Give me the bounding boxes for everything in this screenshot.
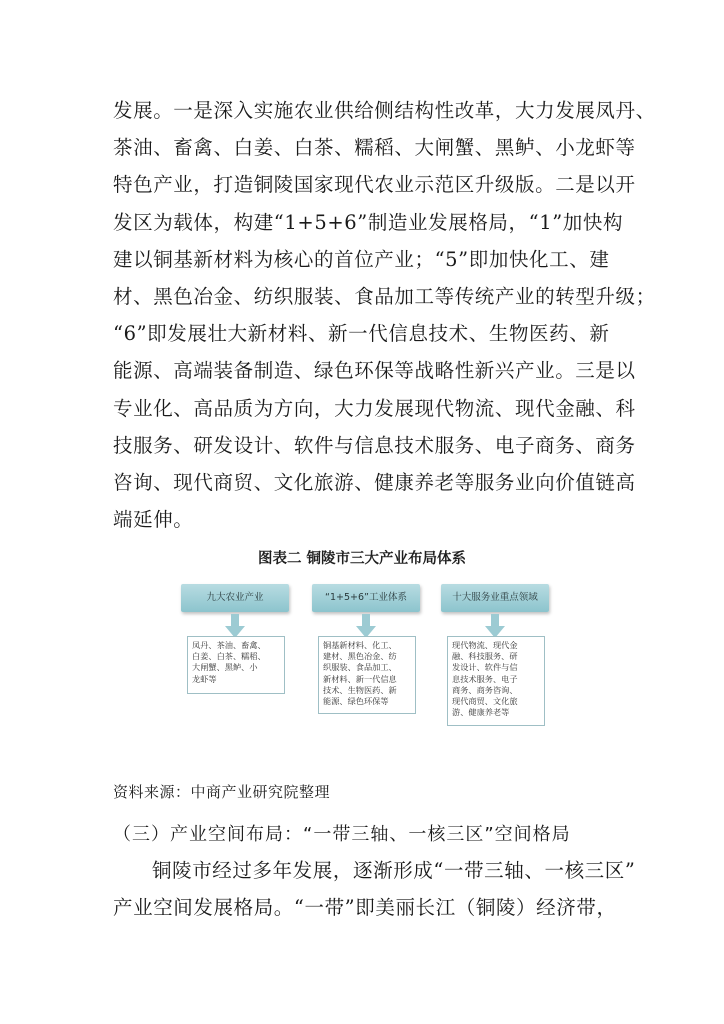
category-box-industry: “1+5+6”工业体系 (312, 584, 420, 612)
detail-line: 现代物流、现代金 (452, 640, 518, 650)
detail-line: 大闸蟹、黑鲈、小 (192, 662, 258, 673)
text-line: 茶油、畜禽、白姜、白茶、糯稻、大闸蟹、黑鲈、小龙虾等 (113, 136, 636, 160)
detail-line: 能源、绿色环保等 (323, 696, 389, 707)
detail-box-agriculture (187, 636, 285, 694)
text-line: 建以铜基新材料为核心的首位产业；“5”即加快化工、建 (113, 247, 610, 271)
detail-line: 发设计、软件与信 (452, 662, 518, 673)
detail-line: 融、科技服务、研 (452, 651, 518, 662)
category-box-agriculture: 九大农业产业 (181, 584, 289, 612)
body-paragraph-1 (113, 92, 656, 538)
text-line: 端延伸。 (113, 508, 194, 532)
text-line: 技服务、研发设计、软件与信息技术服务、电子商务、商务 (113, 433, 636, 457)
down-arrow-icon (225, 614, 245, 638)
detail-box-industry (318, 636, 416, 714)
source-note: 资料来源：中商产业研究院整理 (113, 783, 331, 801)
down-arrow-icon (356, 614, 376, 638)
text-line: 能源、高端装备制造、绿色环保等战略性新兴产业。三是以 (113, 359, 636, 383)
detail-box-services (447, 636, 545, 726)
text-line: 产业空间发展格局。“一带”即美丽长江（铜陵）经济带， (113, 896, 617, 919)
text-line: 发展。一是深入实施农业供给侧结构性改革，大力发展凤丹、 (113, 99, 656, 122)
text-line: 专业化、高品质为方向，大力发展现代物流、现代金融、科 (113, 396, 636, 420)
section-heading: （三）产业空间布局：“一带三轴、一核三区”空间格局 (113, 824, 571, 845)
detail-line: 铜基新材料、化工、 (323, 640, 397, 650)
text-line: 咨询、现代商贸、文化旅游、健康养老等服务业向价值链高 (113, 471, 636, 495)
figure-title: 图表二 铜陵市三大产业布局体系 (257, 551, 467, 567)
text-line: “6”即发展壮大新材料、新一代信息技术、生物医药、新 (113, 322, 610, 346)
text-line: 材、黑色冶金、纺织服装、食品加工等传统产业的转型升级； (113, 285, 656, 309)
text-line: 发区为载体，构建“1+5+6”制造业发展格局，“1”加快构 (113, 210, 624, 234)
industry-layout-diagram (179, 578, 549, 730)
detail-line: 白姜、白茶、糯稻、 (192, 651, 266, 662)
body-paragraph-2 (113, 852, 636, 926)
detail-line: 商务、商务咨询、 (452, 684, 518, 695)
detail-line: 息技术服务、电子 (452, 673, 518, 684)
text-line: 特色产业，打造铜陵国家现代农业示范区升级版。二是以开 (113, 173, 636, 197)
detail-line: 新材料、新一代信息 (323, 673, 397, 684)
text-line: 铜陵市经过多年发展，逐渐形成“一带三轴、一核三区” (152, 859, 636, 882)
detail-line: 游、健康养老等 (452, 707, 510, 718)
category-box-services: 十大服务业重点领域 (441, 584, 549, 612)
detail-line: 织服装、食品加工、 (323, 662, 397, 673)
detail-line: 技术、生物医药、新 (323, 684, 397, 695)
detail-line: 龙虾等 (192, 673, 217, 684)
detail-line: 凤丹、茶油、畜禽、 (192, 640, 266, 650)
detail-line: 建材、黑色冶金、纺 (323, 651, 397, 662)
down-arrow-icon (485, 614, 505, 638)
detail-line: 现代商贸、文化旅 (452, 696, 518, 707)
